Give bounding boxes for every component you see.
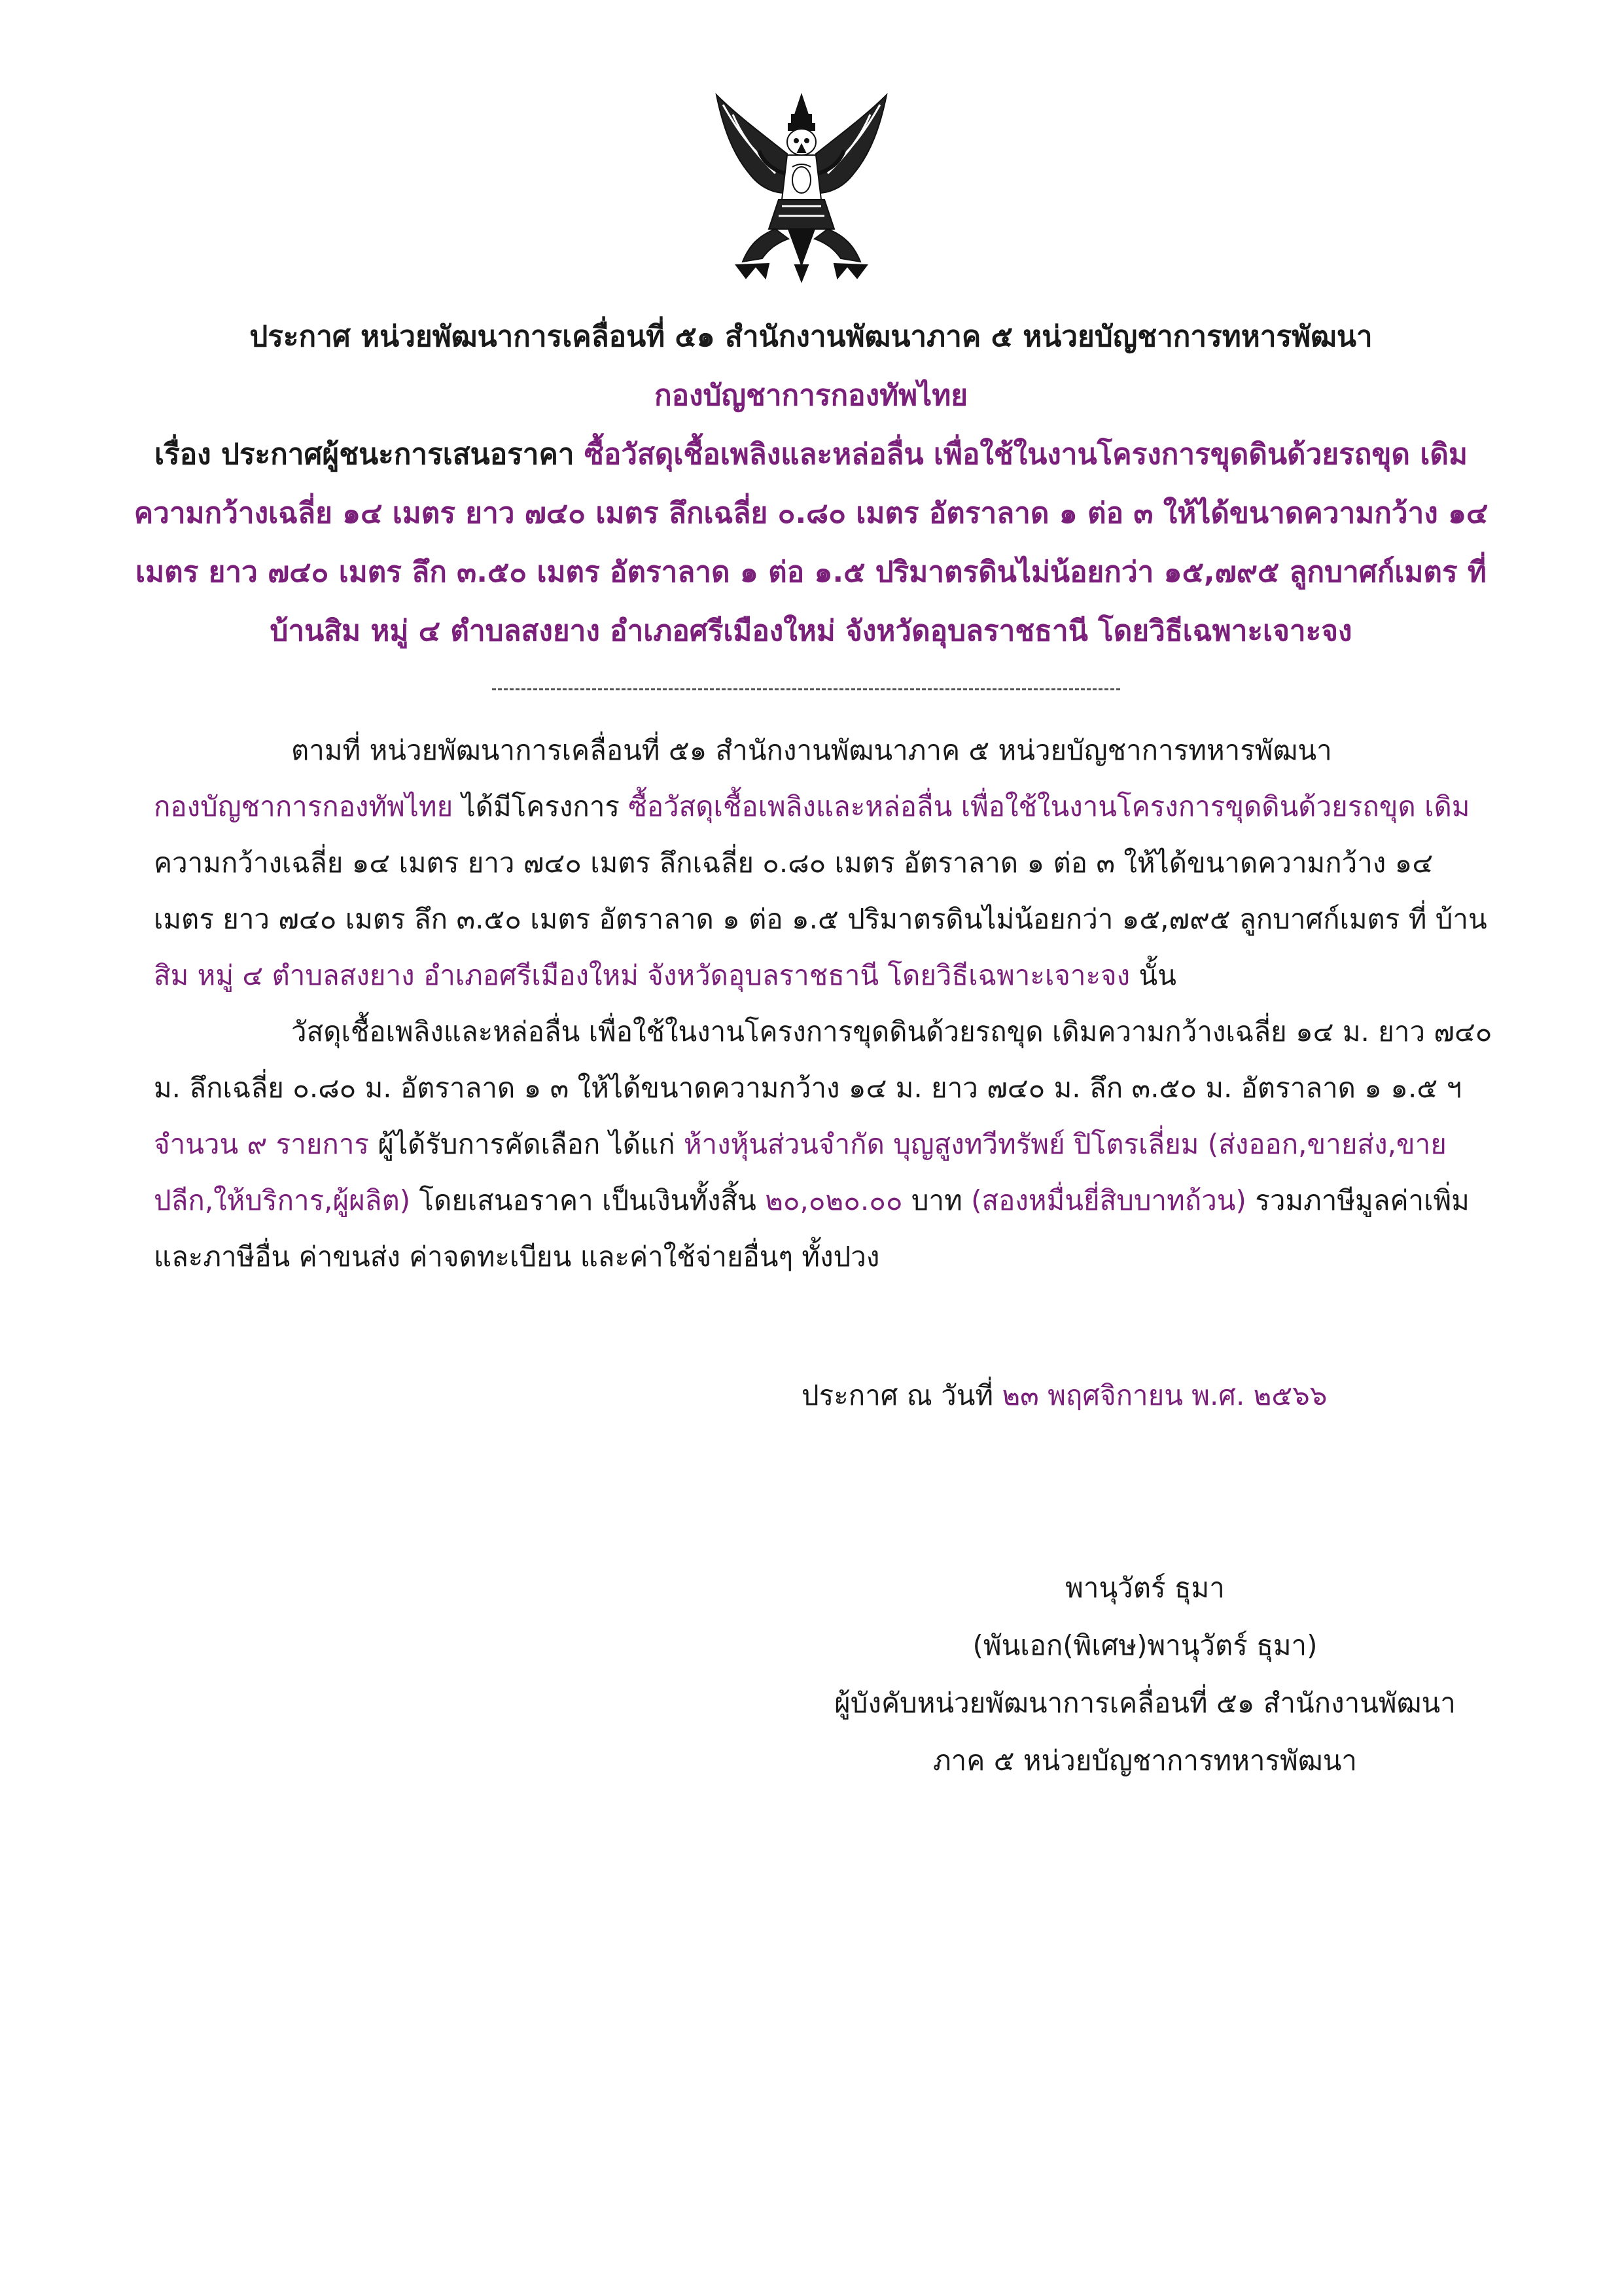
signatory-position-line-1: ผู้บังคับหน่วยพัฒนาการเคลื่อนที่ ๕๑ สำนักงานพัฒนา (834, 1687, 1456, 1719)
divider-line (492, 688, 1120, 690)
heading-line-6: บ้านสิม หมู่ ๔ ตำบลสงยาง อำเภอศรีเมืองใหม่ จังหวัดอุบลราชธานี โดยวิธีเฉพาะเจาะจง (270, 614, 1352, 648)
project-name: ซื้อวัสดุเชื้อเพลิงและหล่อลื่น เพื่อใช้ในงานโครงการขุดดินด้วยรถขุด เดิม (628, 790, 1470, 822)
heading-line-3 (131, 438, 1491, 471)
winner-name: ห้างหุ้นส่วนจำกัด บุญสูงทวีทรัพย์ ปิโตรเลี่ยม (ส่งออก,ขายส่ง,ขาย (683, 1128, 1447, 1160)
paragraph2-line-2: ม. ลึกเฉลี่ย ๐.๘๐ ม. อัตราลาด ๑ ๓ ให้ได้ขนาดความกว้าง ๑๔ ม. ยาว ๗๔๐ ม. ลึก ๓.๕๐ ม. อัตราลาด ๑ ๑.๕ ฯ (154, 1072, 1462, 1104)
project-location: สิม หมู่ ๔ ตำบลสงยาง อำเภอศรีเมืองใหม่ จังหวัดอุบลราชธานี โดยวิธีเฉพาะเจาะจง (154, 959, 1131, 991)
paragraph2-line-5: และภาษีอื่น ค่าขนส่ง ค่าจดทะเบียน และค่าใช้จ่ายอื่นๆ ทั้งปวง (154, 1241, 880, 1273)
announce-date (802, 1379, 1327, 1412)
paragraph2-line-4 (154, 1184, 1470, 1217)
org-name: กองบัญชาการกองทัพไทย (154, 790, 453, 822)
signatory-full-name: (พันเอก(พิเศษ)พานุวัตร์ ธุมา) (972, 1629, 1318, 1661)
paragraph1-line-3: ความกว้างเฉลี่ย ๑๔ เมตร ยาว ๗๔๐ เมตร ลึกเฉลี่ย ๐.๘๐ เมตร อัตราลาด ๑ ต่อ ๓ ให้ได้ขนาดความกว้าง ๑๔ (154, 847, 1434, 879)
price-amount: ๒๐,๐๒๐.๐๐ (765, 1184, 903, 1216)
date-value: ๒๓ พฤศจิกายน พ.ศ. ๒๕๖๖ (1002, 1379, 1328, 1411)
text-segment: บาท (902, 1184, 972, 1216)
text-segment: ผู้ได้รับการคัดเลือก ได้แก่ (369, 1128, 684, 1160)
paragraph1-line-1: ตามที่ หน่วยพัฒนาการเคลื่อนที่ ๕๑ สำนักงานพัฒนาภาค ๕ หน่วยบัญชาการทหารพัฒนา (291, 734, 1332, 766)
paragraph1-line-5 (154, 959, 1176, 992)
garuda-emblem-icon (697, 88, 906, 285)
text-segment: ได้มีโครงการ (453, 790, 629, 822)
paragraph2-line-1: วัสดุเชื้อเพลิงและหล่อลื่น เพื่อใช้ในงานโครงการขุดดินด้วยรถขุด เดิมความกว้างเฉลี่ย ๑๔ ม. ยาว ๗๔๐ (291, 1016, 1492, 1048)
text-segment: นั้น (1130, 959, 1176, 991)
heading-line-1: ประกาศ หน่วยพัฒนาการเคลื่อนที่ ๕๑ สำนักงานพัฒนาภาค ๕ หน่วยบัญชาการทหารพัฒนา (249, 320, 1373, 353)
date-prefix: ประกาศ ณ วันที่ (802, 1379, 1002, 1411)
paragraph1-line-2 (154, 790, 1470, 823)
price-in-words: (สองหมื่นยี่สิบบาทถ้วน) (971, 1184, 1246, 1216)
item-count: จำนวน ๙ รายการ (154, 1128, 369, 1160)
paragraph2-line-3 (154, 1128, 1447, 1161)
signature-name: พานุวัตร์ ธุมา (1065, 1572, 1225, 1604)
text-segment: รวมภาษีมูลค่าเพิ่ม (1246, 1184, 1470, 1216)
subject-title: ซื้อวัสดุเชื้อเพลิงและหล่อลื่น เพื่อใช้ในงานโครงการขุดดินด้วยรถขุด เดิม (584, 438, 1468, 471)
heading-line-2: กองบัญชาการกองทัพไทย (654, 379, 968, 412)
subject-prefix: เรื่อง ประกาศผู้ชนะการเสนอราคา (154, 438, 584, 471)
heading-line-5: เมตร ยาว ๗๔๐ เมตร ลึก ๓.๕๐ เมตร อัตราลาด ๑ ต่อ ๑.๕ ปริมาตรดินไม่น้อยกว่า ๑๕,๗๙๕ ลูกบาศก์เมตร ที่ (135, 556, 1487, 589)
heading-line-4: ความกว้างเฉลี่ย ๑๔ เมตร ยาว ๗๔๐ เมตร ลึกเฉลี่ย ๐.๘๐ เมตร อัตราลาด ๑ ต่อ ๓ ให้ได้ขนาดความกว้าง ๑๔ (133, 497, 1489, 530)
signatory-position-line-2: ภาค ๕ หน่วยบัญชาการทหารพัฒนา (933, 1744, 1357, 1776)
text-segment: โดยเสนอราคา เป็นเงินทั้งสิ้น (410, 1184, 766, 1216)
paragraph1-line-4: เมตร ยาว ๗๔๐ เมตร ลึก ๓.๕๐ เมตร อัตราลาด ๑ ต่อ ๑.๕ ปริมาตรดินไม่น้อยกว่า ๑๕,๗๙๕ ลูกบาศก์เมตร ที่ บ้าน (154, 903, 1487, 935)
winner-type: ปลีก,ให้บริการ,ผู้ผลิต) (154, 1184, 411, 1216)
